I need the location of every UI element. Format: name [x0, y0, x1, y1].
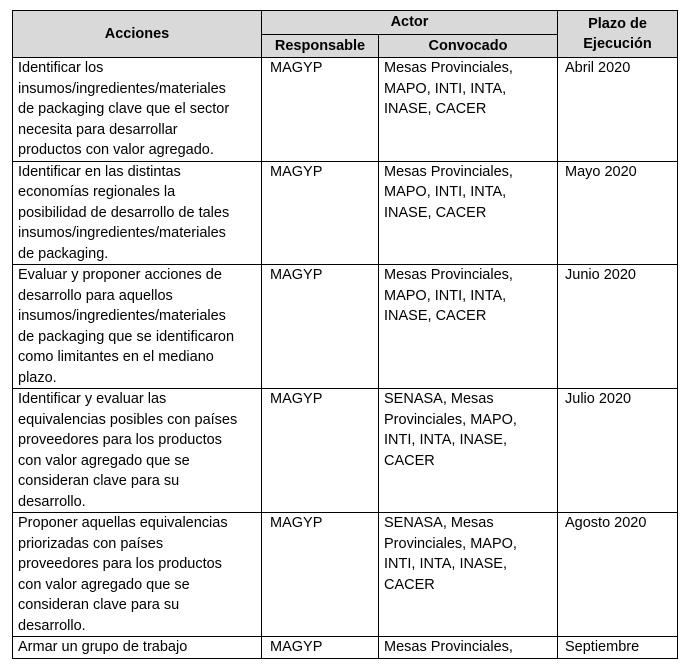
convocado-cell: Mesas Provinciales, — [379, 637, 558, 659]
responsable-cell: MAGYP — [262, 513, 379, 637]
accion-cell: Evaluar y proponer acciones de desarrollo para aquellos insumos/ingredientes/materiales de packaging que se identificaron como limitantes en el mediano plazo. — [13, 265, 262, 389]
plazo-cell: Agosto 2020 — [558, 513, 678, 637]
header-row-1 — [13, 11, 678, 35]
accion-cell: Identificar los insumos/ingredientes/materiales de packaging clave que el sector necesita para desarrollar productos con valor agregado. — [13, 58, 262, 162]
table-row — [13, 637, 678, 659]
accion-cell: Proponer aquellas equivalencias priorizadas con países proveedores para los productos con valor agregado que se consideran clave para su desarrollo. — [13, 513, 262, 637]
plazo-cell: Mayo 2020 — [558, 161, 678, 265]
responsable-cell: MAGYP — [262, 637, 379, 659]
responsable-cell: MAGYP — [262, 265, 379, 389]
table-row — [13, 513, 678, 637]
table-row — [13, 389, 678, 513]
header-actor: Actor — [262, 11, 558, 35]
table-row — [13, 161, 678, 265]
plazo-cell: Abril 2020 — [558, 58, 678, 162]
header-plazo: Plazo de Ejecución — [558, 11, 678, 58]
convocado-cell: Mesas Provinciales, MAPO, INTI, INTA, INASE, CACER — [379, 58, 558, 162]
header-acciones: Acciones — [13, 11, 262, 58]
accion-cell: Armar un grupo de trabajo — [13, 637, 262, 659]
responsable-cell: MAGYP — [262, 58, 379, 162]
accion-cell: Identificar en las distintas economías regionales la posibilidad de desarrollo de tales insumos/ingredientes/materiales de packaging. — [13, 161, 262, 265]
convocado-cell: SENASA, Mesas Provinciales, MAPO, INTI, INTA, INASE, CACER — [379, 513, 558, 637]
table-row — [13, 265, 678, 389]
accion-cell: Identificar y evaluar las equivalencias posibles con países proveedores para los productos con valor agregado que se consideran clave para su desarrollo. — [13, 389, 262, 513]
plazo-cell: Julio 2020 — [558, 389, 678, 513]
convocado-cell: Mesas Provinciales, MAPO, INTI, INTA, INASE, CACER — [379, 161, 558, 265]
table-body — [13, 58, 678, 659]
convocado-cell: Mesas Provinciales, MAPO, INTI, INTA, INASE, CACER — [379, 265, 558, 389]
table-row — [13, 58, 678, 162]
header-responsable: Responsable — [262, 34, 379, 58]
responsable-cell: MAGYP — [262, 161, 379, 265]
table-header — [13, 11, 678, 58]
plazo-cell: Junio 2020 — [558, 265, 678, 389]
header-convocado: Convocado — [379, 34, 558, 58]
actions-table — [12, 10, 678, 659]
convocado-cell: SENASA, Mesas Provinciales, MAPO, INTI, INTA, INASE, CACER — [379, 389, 558, 513]
plazo-cell: Septiembre — [558, 637, 678, 659]
responsable-cell: MAGYP — [262, 389, 379, 513]
